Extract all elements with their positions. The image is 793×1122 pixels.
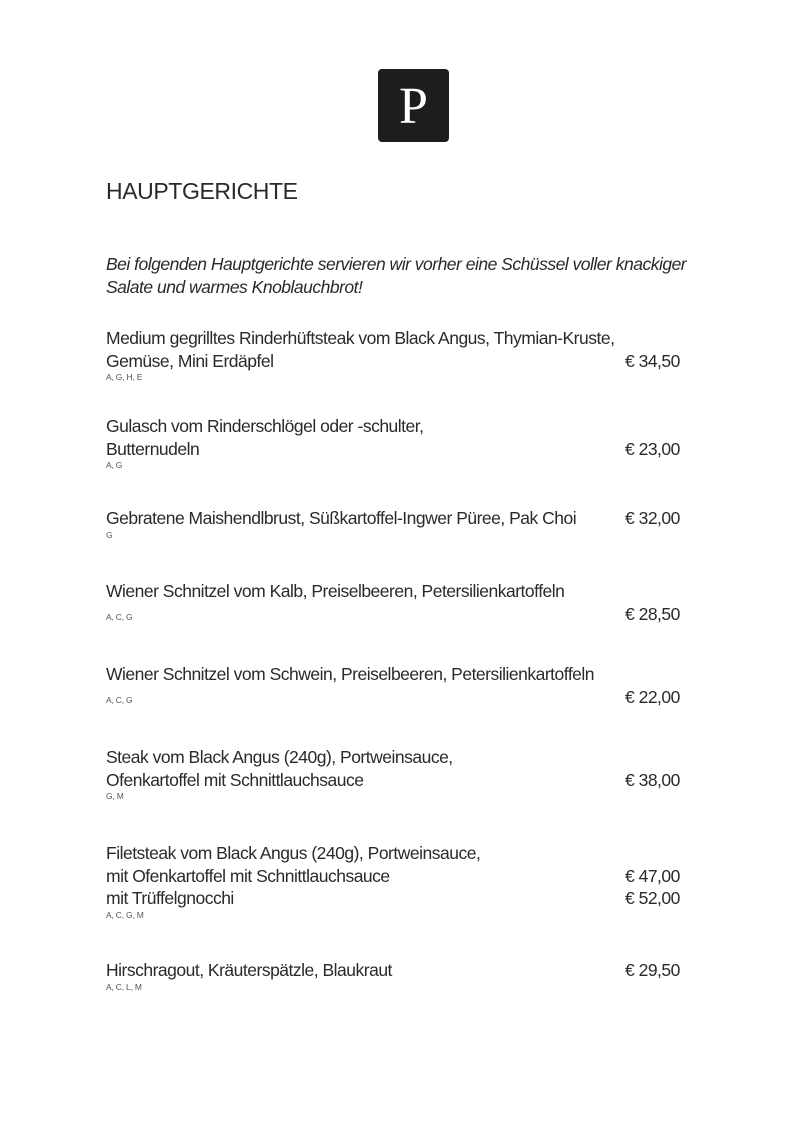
restaurant-logo xyxy=(378,69,449,142)
dish-name-line-2-text: Butternudeln xyxy=(106,438,200,459)
dish-price: € 38,00 xyxy=(625,769,680,790)
menu-item xyxy=(106,959,696,992)
dish-name-line-1: Medium gegrilltes Rinderhüftsteak vom Black Angus, Thymian-Kruste, xyxy=(106,328,615,348)
menu-item xyxy=(106,507,696,540)
dish-name-line-2 xyxy=(106,769,696,792)
allergen-codes: G, M xyxy=(106,791,124,801)
dish-name-line-1-text: Gebratene Maishendlbrust, Süßkartoffel-Ingwer Püree, Pak Choi xyxy=(106,508,577,528)
dish-name-line-3-text: mit Trüffelgnocchi xyxy=(106,888,234,908)
dish-allergen-line xyxy=(106,686,696,709)
dish-name-line-2-text: mit Ofenkartoffel mit Schnittlauchsauce xyxy=(106,865,390,886)
dish-name-line-2-text: Ofenkartoffel mit Schnittlauchsauce xyxy=(106,769,364,790)
dish-name-line-1 xyxy=(106,959,696,982)
dish-name-line-1: Wiener Schnitzel vom Kalb, Preiselbeeren, Petersilienkartoffeln xyxy=(106,581,565,601)
intro-text: Bei folgenden Hauptgerichte servieren wir vorher eine Schüssel voller knackiger Salate und warmes Knoblauchbrot! xyxy=(106,254,687,297)
allergen-codes: A, C, L, M xyxy=(106,981,142,992)
allergen-codes: G xyxy=(106,529,113,540)
allergen-codes: A, C, G xyxy=(106,611,133,622)
allergen-codes: A, C, G, M xyxy=(106,909,144,920)
dish-name-line-1: Gulasch vom Rinderschlögel oder -schulter, xyxy=(106,416,424,436)
allergen-codes: A, G xyxy=(106,460,123,470)
menu-item xyxy=(106,663,696,708)
dish-name-line-1: Filetsteak vom Black Angus (240g), Portweinsauce, xyxy=(106,843,481,863)
dish-name-line-2 xyxy=(106,865,696,888)
dish-price: € 34,50 xyxy=(625,350,680,371)
dish-price-alt: € 52,00 xyxy=(625,888,680,908)
dish-name-line-1: Steak vom Black Angus (240g), Portweinsauce, xyxy=(106,747,453,767)
menu-item xyxy=(106,746,696,801)
menu-item xyxy=(106,415,696,470)
dish-name-line-1: Wiener Schnitzel vom Schwein, Preiselbeeren, Petersilienkartoffeln xyxy=(106,664,595,684)
allergen-codes: A, C, G xyxy=(106,694,133,705)
dish-name-line-3 xyxy=(106,887,696,910)
dish-allergen-line xyxy=(106,603,696,626)
dish-price: € 23,00 xyxy=(625,438,680,459)
allergen-codes: A, G, H, E xyxy=(106,372,143,382)
dish-name-line-1-text: Hirschragout, Kräuterspätzle, Blaukraut xyxy=(106,960,392,980)
dish-name-line-2 xyxy=(106,438,696,461)
logo-letter: P xyxy=(399,77,428,135)
dish-name-line-1 xyxy=(106,507,696,530)
menu-item xyxy=(106,842,696,920)
dish-price: € 47,00 xyxy=(625,865,680,886)
dish-name-line-2-text: Gemüse, Mini Erdäpfel xyxy=(106,350,274,371)
dish-price: € 32,00 xyxy=(625,508,680,528)
dish-price: € 29,50 xyxy=(625,960,680,980)
menu-item xyxy=(106,580,696,625)
dish-price: € 22,00 xyxy=(625,686,680,707)
dish-name-line-2 xyxy=(106,350,696,373)
dish-price: € 28,50 xyxy=(625,603,680,624)
menu-section-heading: HAUPTGERICHTE xyxy=(106,178,298,204)
menu-item xyxy=(106,327,696,382)
